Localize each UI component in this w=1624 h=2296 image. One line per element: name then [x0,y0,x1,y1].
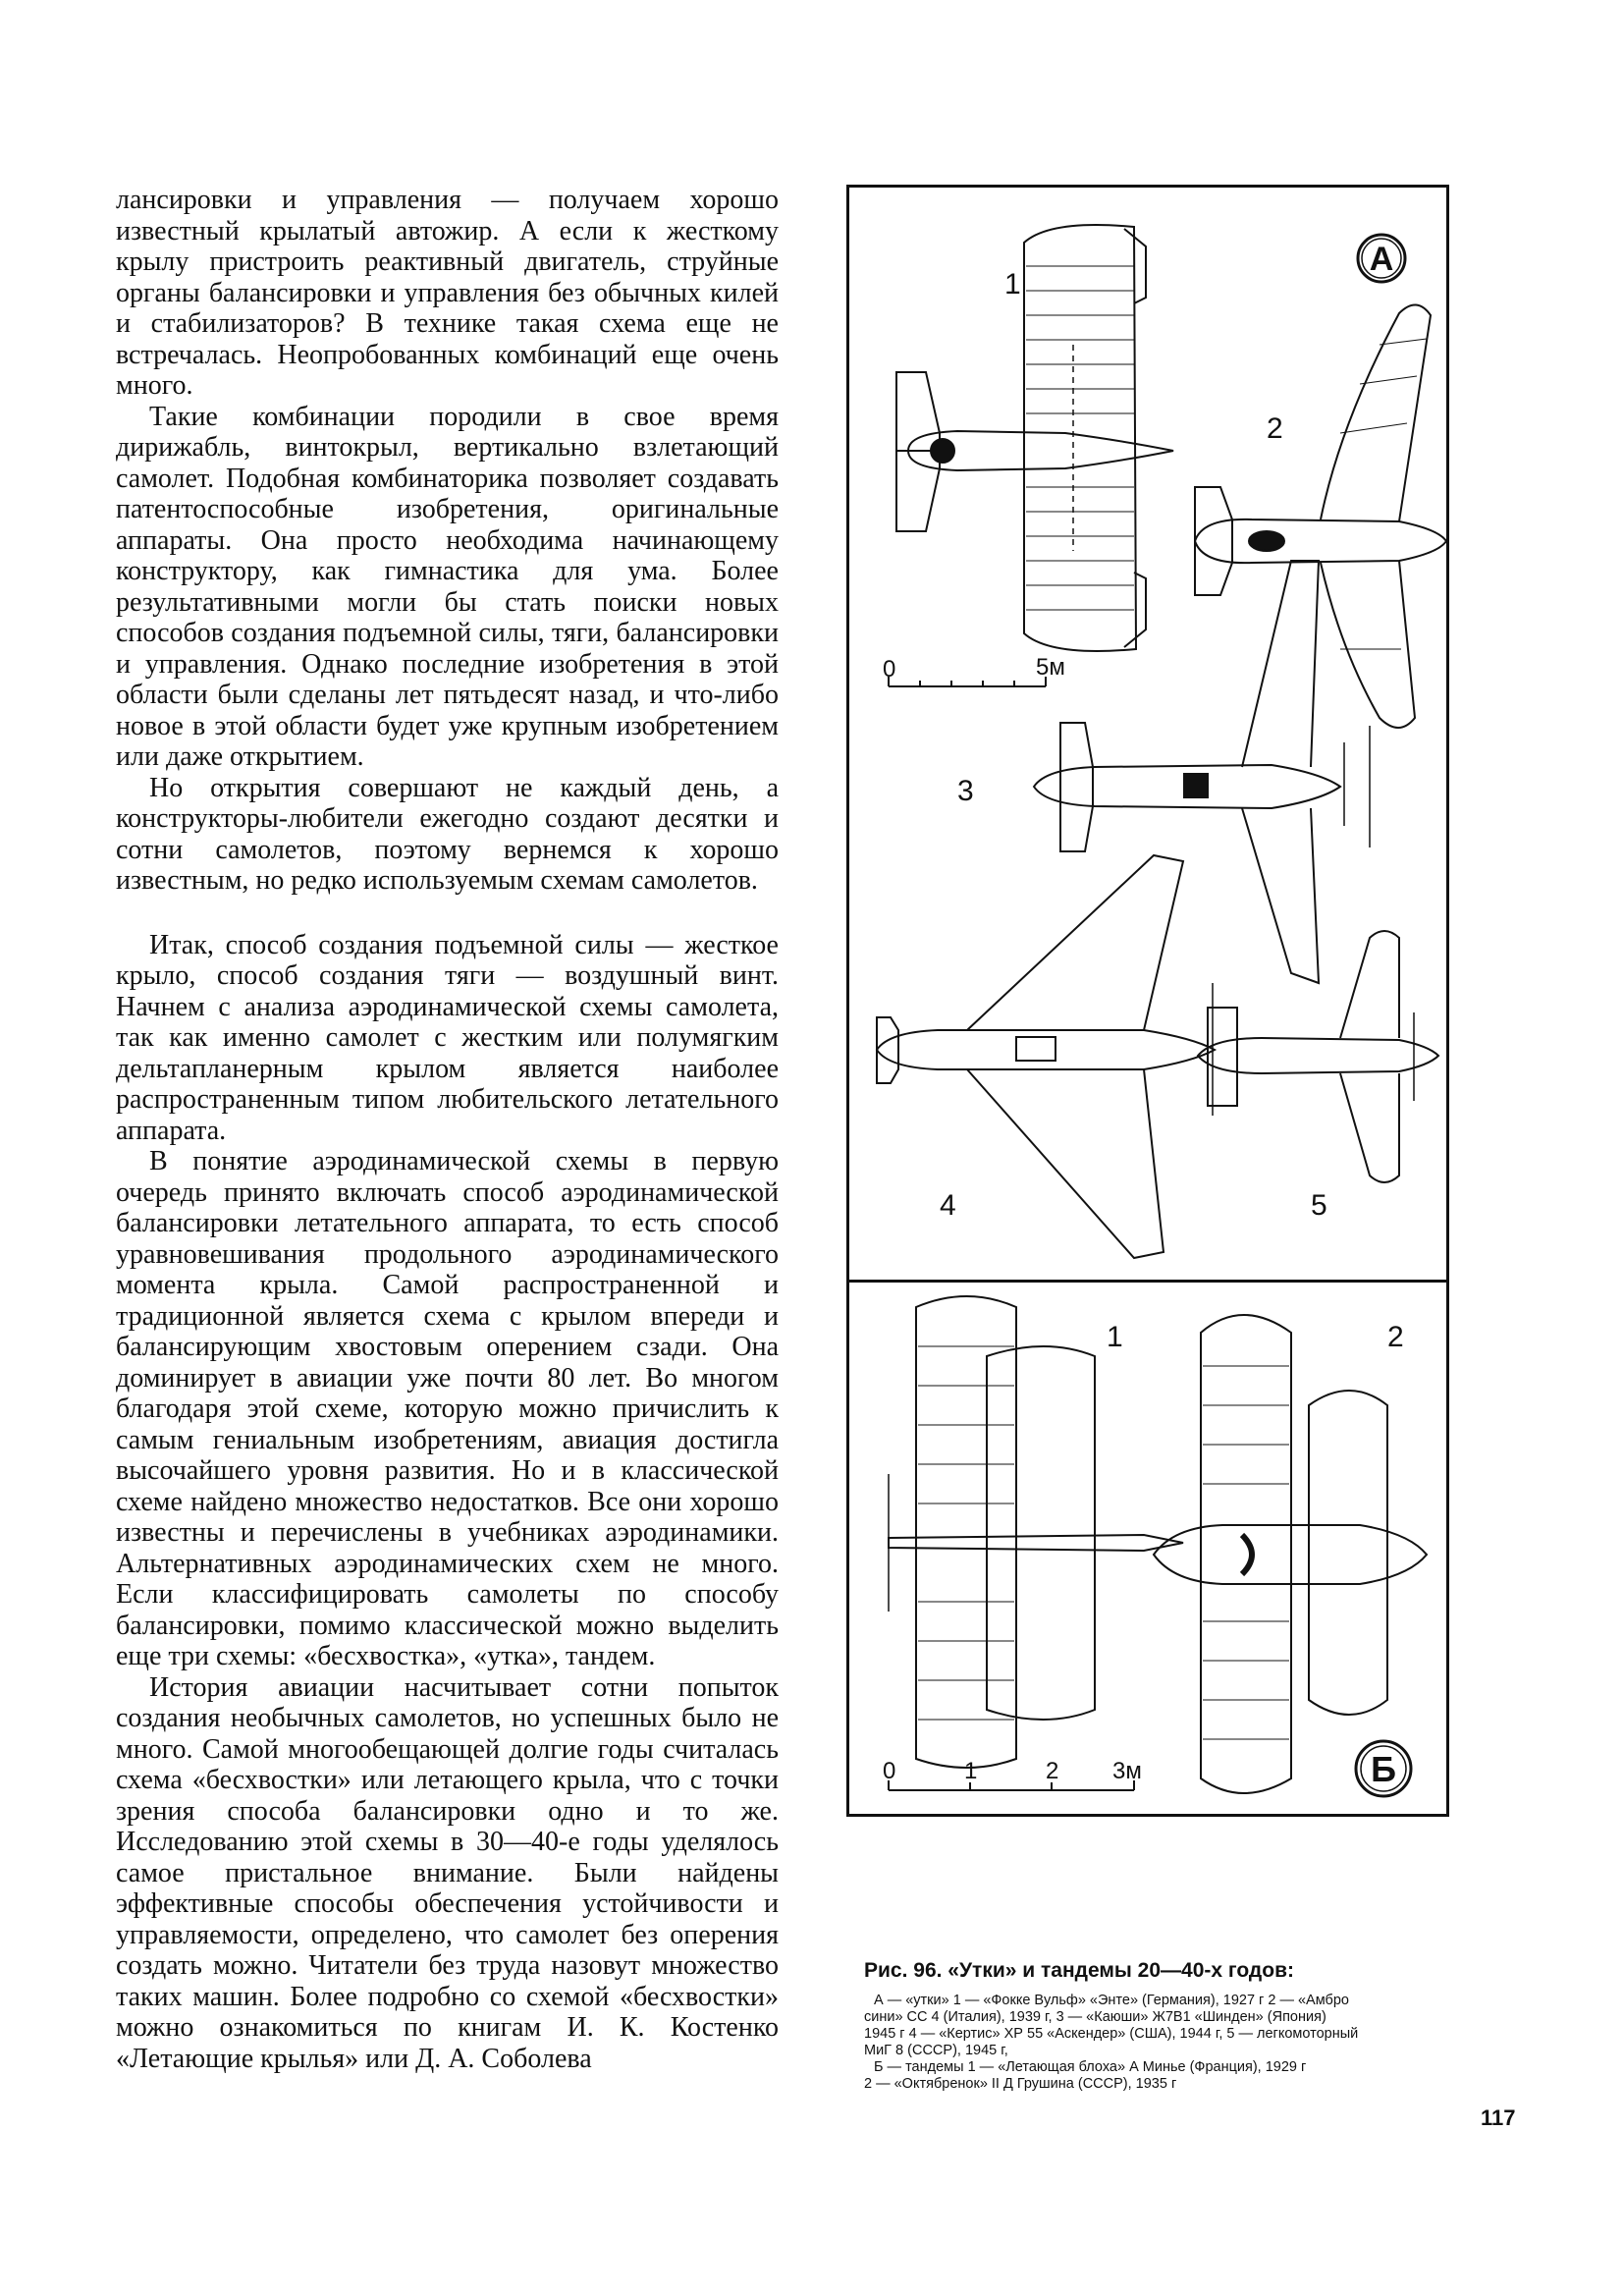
paragraph: Но открытия совершают не каждый день, а конструкторы-любители ежегодно создают десятки и сотни самолетов, поэтому вернемся к хорошо известным, но редко используемым схемам самолетов. [116,772,779,896]
aircraft-number: 1 [1004,268,1021,301]
scale-bar-a [889,677,1046,686]
scale-a-end: 5м [1036,654,1065,681]
aircraft-number: 5 [1311,1189,1327,1222]
page-number: 117 [1481,2105,1516,2130]
caption-line: Б — тандемы 1 — «Летающая блоха» А Минье (Франция), 1929 г [874,2059,1307,2075]
caption-line: МиГ 8 (СССР), 1945 г, [864,2043,1008,2058]
aircraft-a2-drawing [1195,304,1446,728]
caption-line: 2 — «Октябренок» II Д Грушина (СССР), 1935 г [864,2076,1177,2092]
aircraft-number: 1 [1107,1321,1123,1353]
scale-b-label: 1 [964,1758,978,1784]
panel-b-badge [1356,1741,1411,1796]
paragraph: В понятие аэродинамической схемы в первую очередь принято включать способ аэродинамической балансировки летательного аппарата, то есть способ уравновешивания продольного аэродинамического момента крыла. Самой распространенной и традиционной является схема с крылом впереди и балансирующим хвостовым оперением сзади. Она доминирует в авиации уже почти 80 лет. Во многом благодаря этой схеме, которую можно причислить к самым гениальным изобретениям, авиация достигла высочайшего уровня развития. Но и в классической схеме найдено множество недостатков. Все они хорошо известны и перечислены в учебниках аэродинамики. Альтернативных аэродинамических схем не много. Если классифицировать самолеты по способу балансировки, помимо классической можно выделить еще три схемы: «бесхвостка», «утка», тандем. [116,1146,779,1671]
body-text [116,185,779,2074]
scale-b-label: 3м [1112,1758,1142,1784]
caption-title: Рис. 96. «Утки» и тандемы 20—40-х годов: [864,1959,1294,1982]
aircraft-number: 2 [1387,1321,1404,1353]
aircraft-a1-drawing [896,225,1173,651]
aircraft-drawings [849,188,1449,1817]
scale-b-label: 0 [883,1758,896,1784]
badge-b-label: Б [1371,1749,1396,1789]
paragraph: История авиации насчитывает сотни попыток создания необычных самолетов, но успешных было не много. Самой многообещающей долгие годы считалась схема «бесхвостки» или летающего крыла, что с точки зрения способа балансировки одно и то же. Исследованию этой схемы в 30—40-е годы уделялось самое пристальное внимание. Были найдены эффективные способы обеспечения устойчивости и управляемости, определено, что самолет без оперения создать можно. Читатели без труда назовут множество таких машин. Более подробно со схемой «бесхвостки» можно ознакомиться по книгам И. К. Костенко «Летающие крылья» или Д. А. Соболева [116,1671,779,2074]
aircraft-number: 4 [940,1189,956,1222]
caption-line: 1945 г 4 — «Кертис» ХР 55 «Аскендер» (США), 1944 г, 5 — легкомоторный [864,2026,1359,2042]
aircraft-a4-drawing [877,855,1215,1258]
aircraft-number: 3 [957,775,974,807]
caption-line: сини» СС 4 (Италия), 1939 г, 3 — «Каюши» Ж7В1 «Шинден» (Япония) [864,2009,1326,2025]
panel-a-badge [1358,235,1405,282]
aircraft-figure [846,185,1449,1817]
aircraft-number: 2 [1267,412,1283,445]
scale-bar-b [889,1780,1134,1790]
badge-a-label: А [1369,241,1394,278]
scale-a-start: 0 [883,656,896,683]
paragraph: лансировки и управления — получаем хорошо известный крылатый автожир. А если к жесткому крылу пристроить реактивный двигатель, струйные органы балансировки и управления без обычных килей и стабилизаторов? В технике такая схема еще не встречалась. Неопробованных комбинаций еще очень много. [116,185,779,401]
caption-line: А — «утки» 1 — «Фокке Вульф» «Энте» (Германия), 1927 г 2 — «Амбро [874,1993,1349,2008]
aircraft-b1-drawing [889,1296,1183,1768]
figure-caption [864,1959,1502,2093]
aircraft-b2-drawing [1154,1315,1427,1793]
caption-body [864,1993,1502,2093]
paragraph: Итак, способ создания подъемной силы — жесткое крыло, способ создания тяги — воздушный винт. Начнем с анализа аэродинамической схемы самолета, так как именно самолет с жестким или полумягким дельтапланерным крылом является наиболее распространенным типом любительского летательного аппарата. [116,929,779,1146]
scale-b-label: 2 [1046,1758,1059,1784]
paragraph: Такие комбинации породили в свое время дирижабль, винтокрыл, вертикально взлетающий самолет. Подобная комбинаторика позволяет создавать патентоспособные изобретения, оригинальные аппараты. Она просто необходима начинающему конструктору, как гимнастика для ума. Более результативными могли бы стать поиски новых способов создания подъемной силы, тяги, балансировки и управления. Однако последние изобретения в этой области были сделаны лет пятьдесят назад, и что-либо новое в этой области будет уже крупным изобретением или даже открытием. [116,401,779,772]
